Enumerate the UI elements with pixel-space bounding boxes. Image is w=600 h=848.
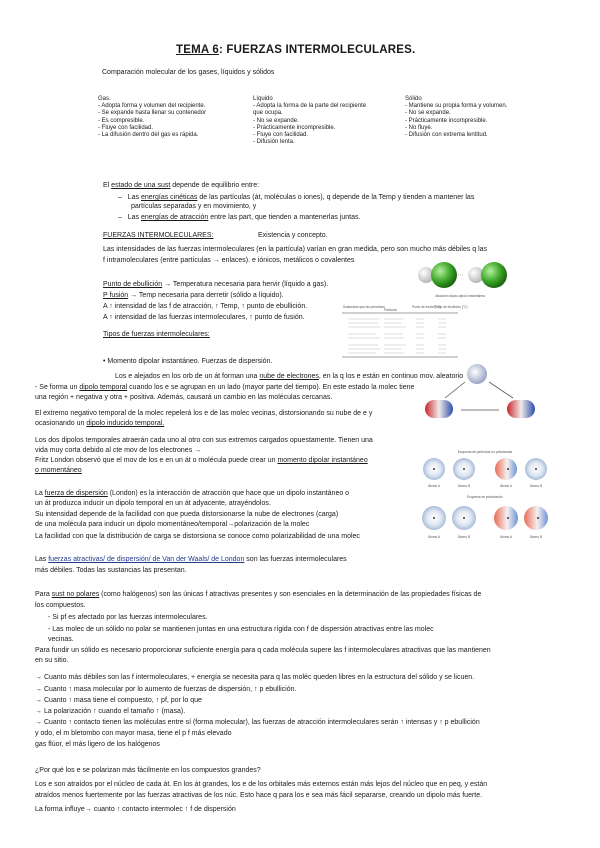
fi-line-1: Las intensidades de las fuerzas intermoleculares (en la partícula) varían en gran medida, pero son mucho más débiles q las [103,246,488,253]
apolar-d6: y odo, el m bletombo con mayor masa, tiene el p f más elevado [35,730,232,737]
molecules-caption: Atracción dipolo-dipolo instantánea [435,294,485,298]
dipolo-p3c: Fritz London observó que el mov de los e en un át o molécula puede crear un momento dipolar instantáneo [35,457,368,464]
apolar-bullet-2: - Las molec de un sólido no polar se mantienen juntas en una estructura rígida con f de dispersión atractivas entre las molec [48,626,434,633]
question: ¿Por qué los e se polarizan más fácilmente en los compuestos grandes? [35,767,261,774]
state-bullet-1: – Las energías cinéticas de las partículas (át, moléculas o iones), q depende de la Temp y tienden a mantener las [118,194,475,201]
answer-line-2: atraídos menos fuertemente por las fuerzas atractivas de los núc. Esto hace q para los e sea más fácil separarse, creando un dipolo más fuerte. [35,792,483,799]
answer-line-3: La forma influye→ cuanto ↑ contacto intermolec ↑ f de dispersión [35,806,236,813]
dipolo-bullet: • Momento dipolar instantáneo. Fuerzas de dispersión. [103,358,273,365]
dipolo-p5b: más débiles. Todas las sustancias las presentan. [35,567,187,574]
svg-text:Átomo B: Átomo B [529,484,543,488]
pol-title-2: Esquema de polarización [467,495,503,499]
svg-text:Átomo A: Átomo A [499,535,513,539]
molecules-figure [408,247,513,299]
dipolo-p2b: ocasionando un dipolo inducido temporal. [35,420,165,427]
apolar-d5: → Cuanto ↑ contacto tienen las moléculas entre sí (forma molecular), las fuerzas de atracción intermoleculares serán ↑ intensas y ↑ p ebullición [35,719,480,726]
dipolo-p3b: vida muy corta debido al cte mov de los electrones → [35,447,202,454]
pol-title-1: Esquema de partículas no polarizadas [457,450,513,454]
state-bullet-1-cont: partículas separadas y en movimiento, y [131,203,257,210]
title-topic: TEMA 6 [176,44,219,56]
apolar-line-2: los compuestos. [35,602,86,609]
dipolo-p3d: o momentáneo [35,467,82,474]
fi-line-2: f intramoleculares (entre partículas → enlaces). e iónicos, metálicos o covalentes [103,257,355,264]
dipolo-p5a: Las fuerzas atractivas/ de dispersión/ de Van der Waals/ de London son las fuerzas intermoleculares [35,556,347,563]
molecule-atom-4 [481,262,507,288]
solid-column: Sólido - Mantiene su propia forma y volumen. - No se expande. - Prácticamente incompresible. - No fluye. - Difusión con extrema lentitud. [405,96,508,139]
state-line: El estado de una sust depende de equilibrio entre: [103,182,260,189]
dipolo-p4e: La facilidad con que la distribución de carga se distorsiona se conoce como polarizabilidad de una molec [35,533,360,540]
pf-line: P fusión → Temp necesaria para derretir (sólido a líquido). [103,292,284,299]
apolar-bullet-2-cont: vecinas. [48,636,74,643]
pe-line: Punto de ebullición → Temperatura necesaria para hervir (líquido a gas). [103,281,329,288]
svg-text:Átomo B: Átomo B [529,535,543,539]
dipolo-p4a: La fuerza de dispersión (London) es la interacción de atracción que hace que un dipolo instantáneo o [35,490,350,497]
dipolo-p3a: Los dos dipolos temporales atraerán cada uno al otro con sus extremos cargados opuestamente. Tienen una [35,437,373,444]
intensidad-line: A ↑ intensidad de las fuerzas intermoleculares, ↑ punto de fusión. [103,314,305,321]
apolar-d7: gas flúor, el más ligero de los halógenos [35,741,160,748]
apolar-d2: → Cuanto ↑ masa molecular por lo aumento de fuerzas de dispersión, ↑ p ebullición. [35,686,297,693]
fi-heading: FUERZAS INTERMOLECULARES: [103,232,214,239]
liquid-column: Líquido - Adopta la forma de la parte del recipiente que ocupa. - No se expande. - Prácticamente incompresible. - Fluye con facilidad. - Difusión lenta. [253,96,367,146]
polarization-figure [420,448,550,558]
fi-heading-right: Existencia y concepto. [258,232,328,239]
answer-line-1: Los e son atraídos por el núcleo de cada át. En los át grandes, los e de los orbitales más externos están más lejos del núcleo que en peq, y están [35,781,488,788]
subtitle: Comparación molecular de los gases, líquidos y sólidos [102,69,275,76]
svg-text:Átomo A: Átomo A [427,535,441,539]
apolar-c2: en su sitio. [35,657,69,664]
apolar-line-1: Para sust no polares (como halógenos) son las únicas f atractivas presentes y son esenciales en la determinación de las propiedades físicas de [35,591,482,598]
apolar-c1: Para fundir un sólido es necesario proporcionar suficiente energía para q cada molécula supere las f intermoleculares atractivas que las mantienen [35,647,491,654]
dipolo-p1a: Los e alejados en los orb de un át forman una nube de electrones, en la q los e están en continuo mov. aleatorio [115,373,464,380]
svg-text:Punto de ebullición (°C): Punto de ebullición (°C) [434,305,468,309]
state-bullet-2: – Las energías de atracción entre las part, que tienden a mantenerlas juntas. [118,214,361,221]
svg-text:Átomo A: Átomo A [427,484,441,488]
dipolo-p2a: El extremo negativo temporal de la molec repelerá los e de las molec vecinas, distorsionando su nube de e y [35,410,373,417]
melting-table-figure [340,303,468,361]
dipolo-p4d: de una molécula para inducir un dipolo momentáneo/temporal→polarización de la molec [35,521,310,528]
dipole-left-molecule [425,400,453,418]
dipole-figure [425,362,550,424]
gas-column: Gas. - Adopta forma y volumen del recipiente. - Se expande hasta llenar su contenedor - Es compresible. - Fluye con facilidad. - La difusión dentro del gas es rápida. [98,96,207,139]
dipolo-p4c: Su intensidad depende de la facilidad con que pueda distorsionarse la nube de electrones (carga) [35,511,339,518]
svg-text:Partícula: Partícula [384,308,397,312]
apolar-d3: → Cuanto ↑ masa tiene el compuesto, ↑ pf, por lo que [35,697,202,704]
molecule-atom-2 [431,262,457,288]
dipolo-p1b: - Se forma un dipolo temporal cuando los e se agrupan en un lado (mayor parte del tiempo). En este estado la molec tiene [35,384,415,391]
apolar-bullet-1: - Si pf es afectado por las fuerzas intermoleculares. [48,614,208,621]
svg-text:Átomo B: Átomo B [457,535,471,539]
dipole-top-atom [467,364,487,384]
dipolo-p1c: una región + negativa y otra + positiva. Además, causará un cambio en las moléculas cercanas. [35,394,333,401]
dipolo-p4b: un át produzca inducir un dipolo temporal en un át adyacente, atrayéndolos. [35,500,271,507]
tipos-heading: Tipos de fuerzas intermoleculares: [103,331,210,338]
svg-text:Átomo A: Átomo A [499,484,513,488]
apolar-d1: → Cuanto más débiles son las f intermoleculares, + energía se necesita para q las moléc queden libres en la estructura del sólido y se licuen. [35,674,475,681]
svg-text:Átomo B: Átomo B [457,484,471,488]
apolar-d4: → La polarización ↑ cuando el tamaño ↑ (masa). [35,708,186,715]
svg-text:Punto de fusión (°C): Punto de fusión (°C) [412,305,441,309]
atraccion-line: A ↑ intensidad de las f de atracción, ↑ Temp, ↑ punto de ebullición. [103,303,308,310]
dipole-right-molecule [507,400,535,418]
page-title: TEMA 6: FUERZAS INTERMOLECULARES. [176,44,416,56]
svg-text:Sustancias que las presentan: Sustancias que las presentan [343,305,385,309]
